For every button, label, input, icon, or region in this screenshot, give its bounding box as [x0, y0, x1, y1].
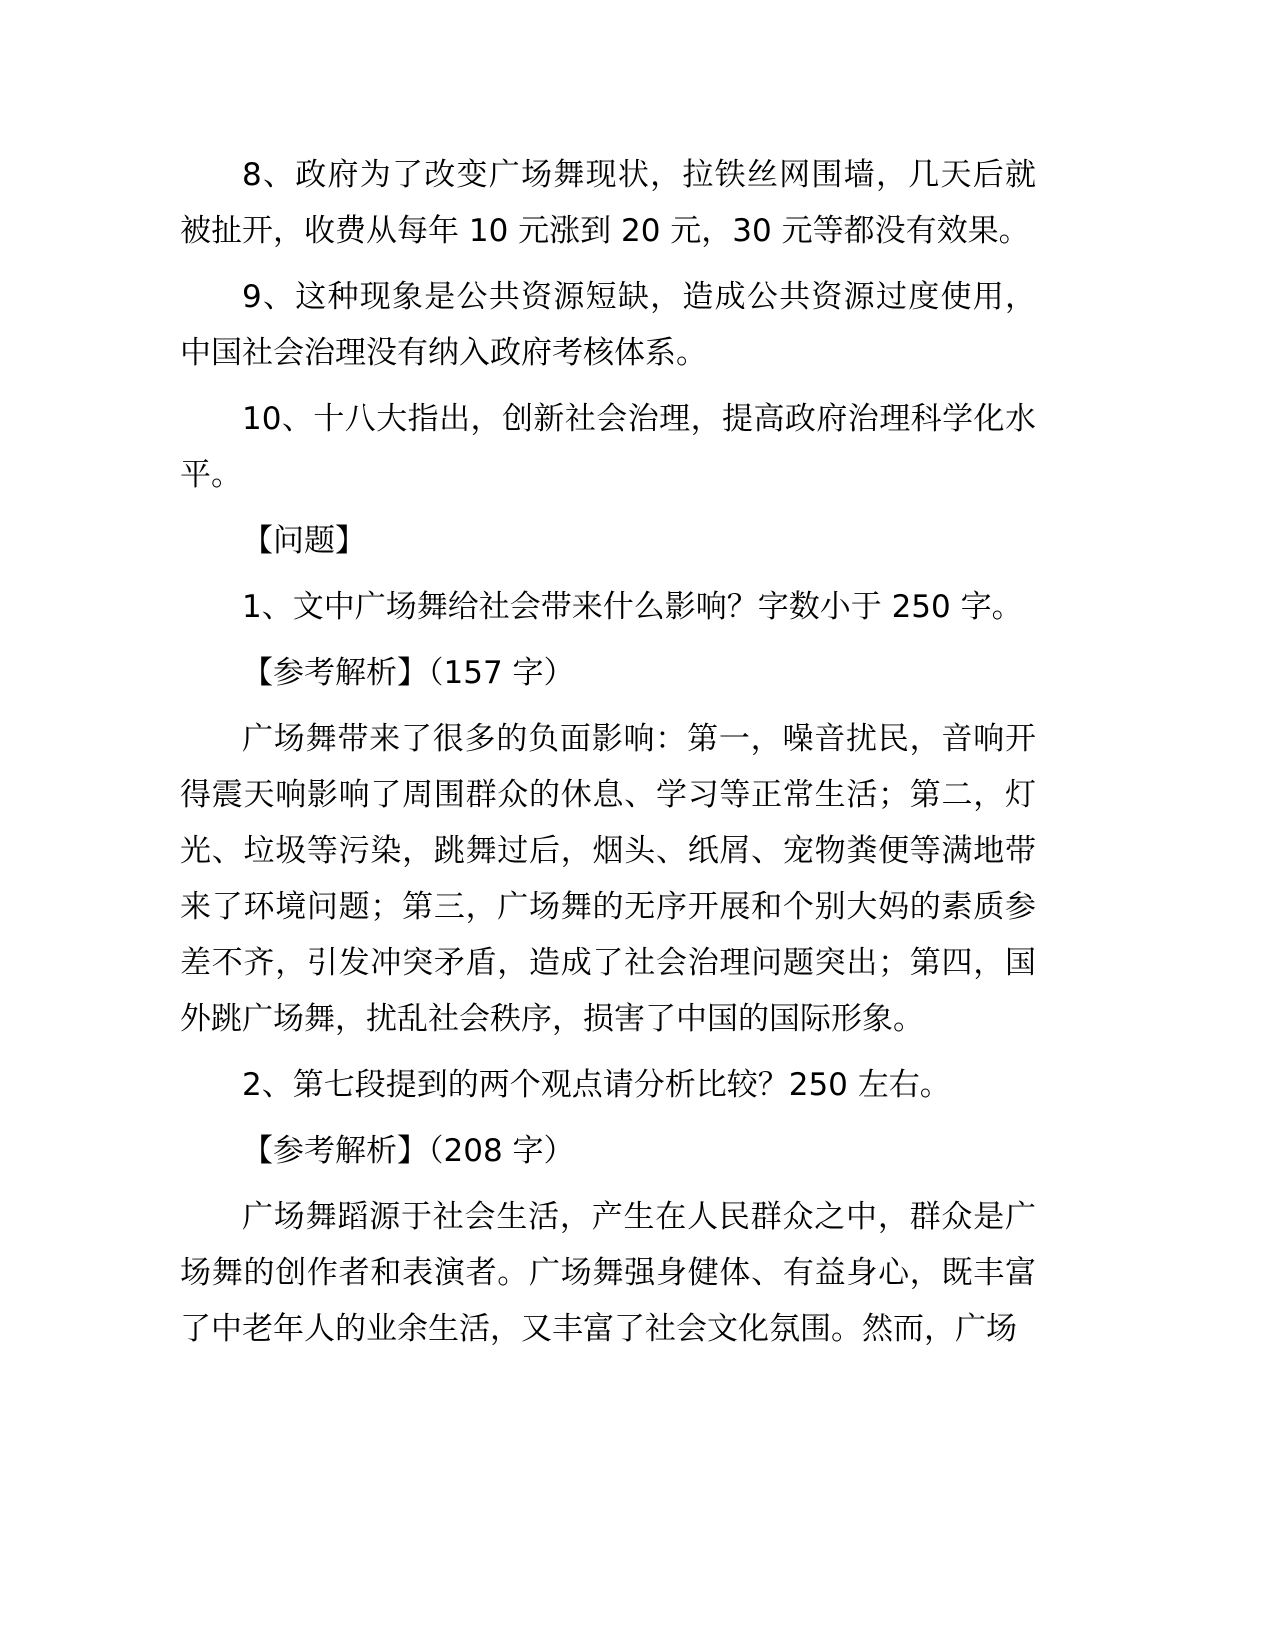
reference-analysis-heading-2: 【参考解析】（208 字）: [242, 1133, 575, 1169]
document-page: [180, 147, 1036, 1367]
paragraph-item-9: 9、这种现象是公共资源短缺，造成公共资源过度使用，中国社会治理没有纳入政府考核体系。: [180, 279, 1036, 371]
paragraph-item-8: 8、政府为了改变广场舞现状，拉铁丝网围墙，几天后就被扯开，收费从每年 10 元涨到 20 元，30 元等都没有效果。: [180, 157, 1036, 249]
reference-analysis-heading-1: 【参考解析】（157 字）: [242, 655, 575, 691]
question-2: 2、第七段提到的两个观点请分析比较？250 左右。: [242, 1067, 951, 1103]
answer-1: 广场舞带来了很多的负面影响：第一，噪音扰民，音响开得震天响影响了周围群众的休息、学习等正常生活；第二，灯光、垃圾等污染，跳舞过后，烟头、纸屑、宠物粪便等满地带来了环境问题；第三，广场舞的无序开展和个别大妈的素质参差不齐，引发冲突矛盾，造成了社会治理问题突出；第四，国外跳广场舞，扰乱社会秩序，损害了中国的国际形象。: [180, 721, 1036, 1037]
answer-2: 广场舞蹈源于社会生活，产生在人民群众之中，群众是广场舞的创作者和表演者。广场舞强身健体、有益身心，既丰富了中老年人的业余生活，又丰富了社会文化氛围。然而，广场: [180, 1199, 1036, 1347]
paragraph-item-10: 10、十八大指出，创新社会治理，提高政府治理科学化水平。: [180, 401, 1036, 493]
question-1: 1、文中广场舞给社会带来什么影响？字数小于 250 字。: [242, 589, 1023, 625]
section-heading-questions: 【问题】: [242, 523, 366, 559]
